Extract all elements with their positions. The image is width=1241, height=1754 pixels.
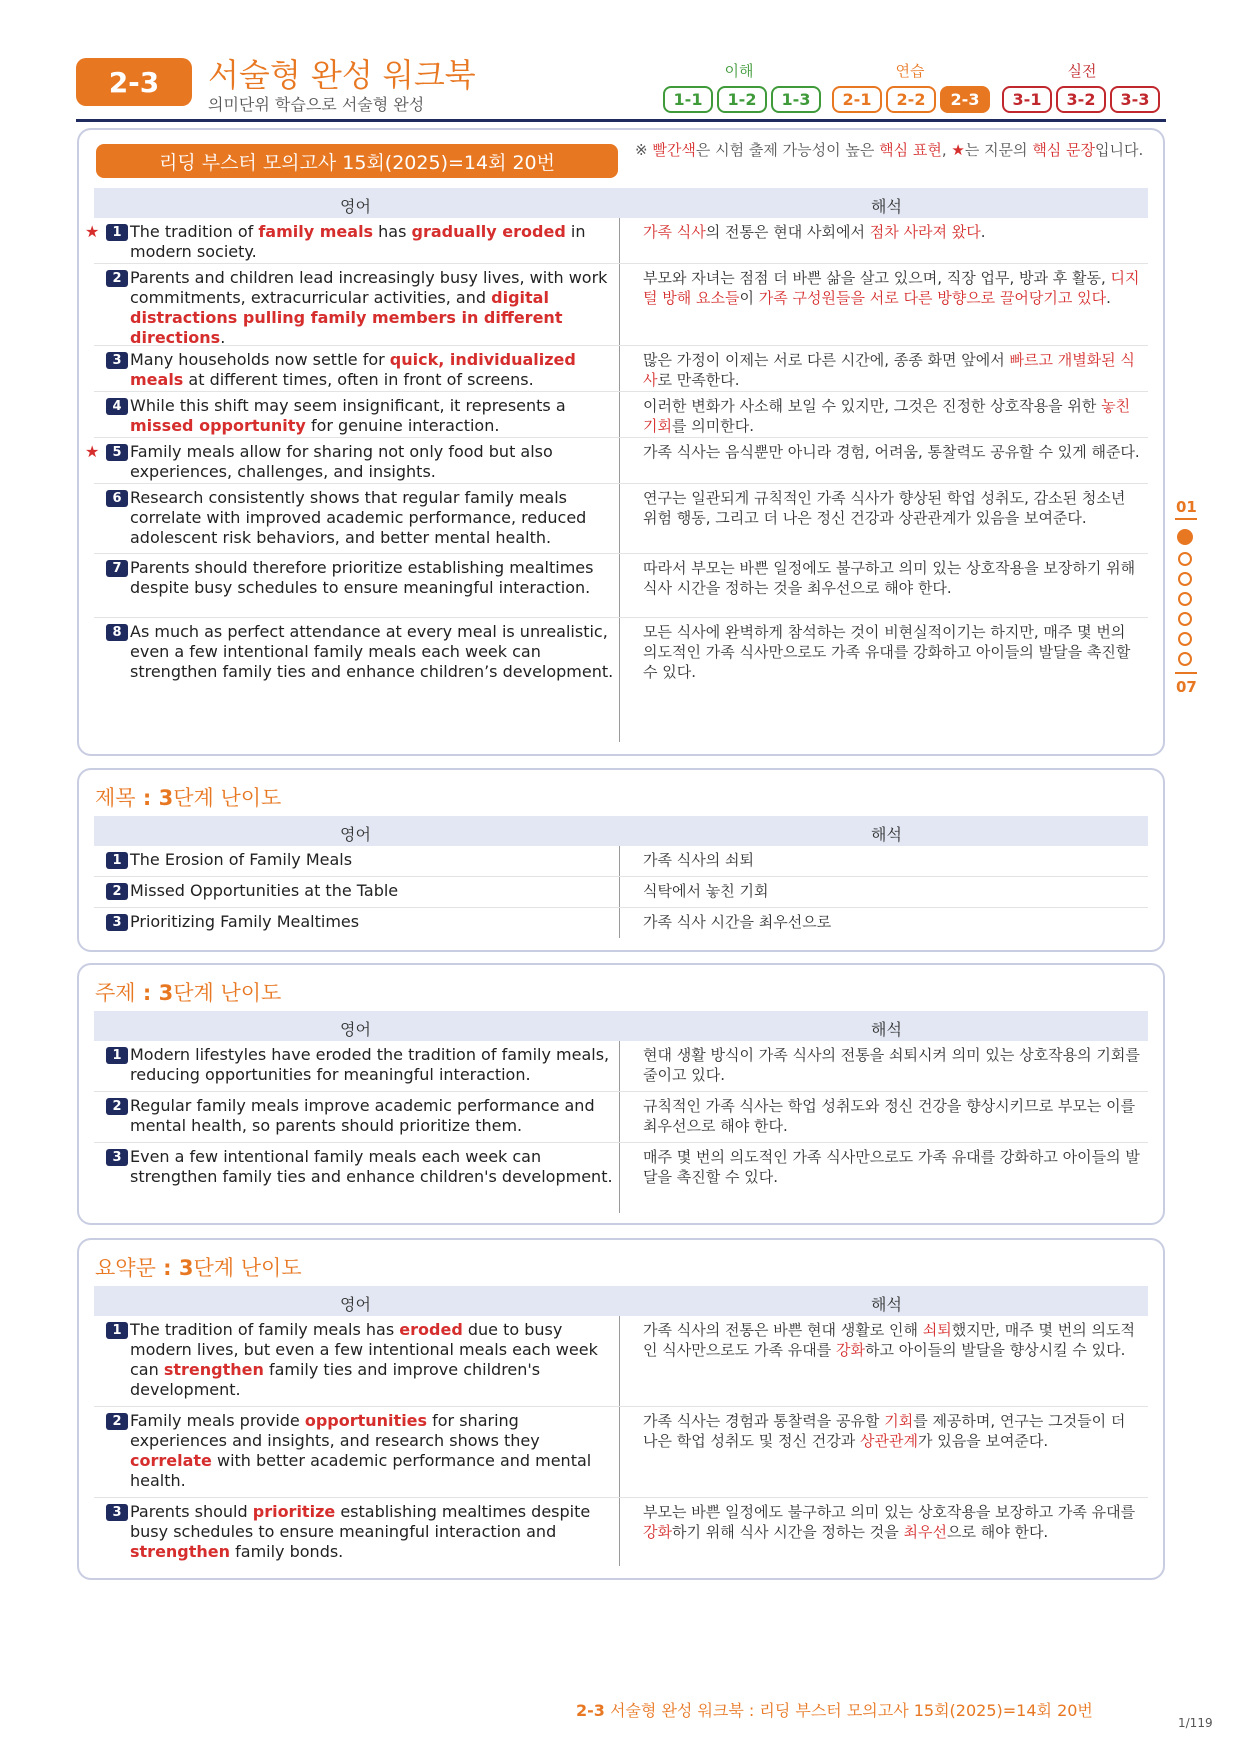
english-text: 2 Missed Opportunities at the Table (94, 877, 619, 901)
table-row (85, 218, 1148, 264)
table-header (94, 816, 1148, 846)
sentence-number: 3 (106, 1149, 128, 1166)
column-header-english: 영어 (340, 825, 371, 844)
table-header (94, 188, 1148, 218)
english-text: 3 Parents should prioritize establishing mealtimes despite busy schedules to ensure meaningful interaction and strengthen family bonds. (94, 1498, 619, 1562)
source-bar: 리딩 부스터 모의고사 15회(2025)=14회 20번 (96, 144, 618, 178)
header-divider (76, 119, 1166, 122)
step-tab-2-1[interactable]: 2-1 (832, 86, 882, 113)
sentence-number: 3 (106, 352, 128, 369)
step-tab-3-2[interactable]: 3-2 (1056, 86, 1106, 113)
side-nav-bottom-line (1175, 672, 1197, 674)
side-nav-dot-2[interactable] (1178, 552, 1192, 566)
sentence-number: 7 (106, 560, 128, 577)
english-text: 1 The tradition of family meals has eroded due to busy modern lives, but even a few intentional meals each week can strengthen family ties and improve children's development. (94, 1316, 619, 1400)
page-title: 서술형 완성 워크북 (208, 56, 476, 94)
korean-translation: 이러한 변화가 사소해 보일 수 있지만, 그것은 진정한 상호작용을 위한 놓친 기회를 의미한다. (643, 397, 1131, 435)
korean-translation: 가족 식사의 전통은 바쁜 현대 생활로 인해 쇠퇴했지만, 매주 몇 번의 의도적인 식사만으로도 가족 유대를 강화하고 아이들의 발달을 향상시킬 수 있다. (643, 1321, 1135, 1359)
sentence-number: 8 (106, 624, 128, 641)
side-nav-dot-1[interactable] (1177, 529, 1193, 545)
step-tab-1-3[interactable]: 1-3 (771, 86, 821, 113)
key-sentence-star-icon: ★ (85, 222, 100, 241)
korean-translation: 가족 식사 시간을 최우선으로 (643, 913, 832, 931)
side-nav-start: 01 (1176, 498, 1197, 516)
sentence-number: 2 (106, 1098, 128, 1115)
table-row (94, 1407, 1148, 1498)
english-text: ★ 5 Family meals allow for sharing not only food but also experiences, challenges, and insights. (85, 442, 553, 481)
table-header (94, 1011, 1148, 1041)
korean-translation: 규칙적인 가족 식사는 학업 성취도와 정신 건강을 향상시키므로 부모는 이를 최우선으로 해야 한다. (643, 1097, 1136, 1135)
korean-translation: 가족 식사는 음식뿐만 아니라 경험, 어려움, 통찰력도 공유할 수 있게 해준다. (643, 443, 1140, 461)
table-row (85, 438, 1148, 484)
korean-translation: 매주 몇 번의 의도적인 가족 식사만으로도 가족 유대를 강화하고 아이들의 발달을 촉진할 수 있다. (643, 1148, 1140, 1186)
sentence-number: 1 (106, 852, 128, 869)
sentence-number: 2 (106, 1413, 128, 1430)
page-subtitle: 의미단위 학습으로 서술형 완성 (208, 95, 425, 114)
table-row (94, 1498, 1148, 1566)
sentence-number: 2 (106, 270, 128, 287)
side-nav-dot-5[interactable] (1178, 612, 1192, 626)
sentence-number: 3 (106, 914, 128, 931)
table-row (94, 554, 1148, 618)
key-sentence-star-icon: ★ (85, 442, 100, 461)
table-row (94, 484, 1148, 554)
english-text: 2 Parents and children lead increasingly busy lives, with work commitments, extracurricular activities, and digital distractions pulling family members in different directions. (94, 264, 619, 348)
english-text: 4 While this shift may seem insignificant, it represents a missed opportunity for genuine interaction. (94, 392, 619, 436)
korean-translation: 부모와 자녀는 점점 더 바쁜 삶을 살고 있으며, 직장 업무, 방과 후 활동, 디지털 방해 요소들이 가족 구성원들을 서로 다른 방향으로 끌어당기고 있다. (643, 269, 1140, 307)
english-text: 1 Modern lifestyles have eroded the tradition of family meals, reducing opportunities for meaningful interaction. (94, 1041, 619, 1085)
english-text: ★ 1 The tradition of family meals has gradually eroded in modern society. (85, 222, 586, 261)
group-label-understand: 이해 (724, 62, 754, 80)
column-header-korean: 해석 (871, 825, 902, 844)
korean-translation: 식탁에서 놓친 기회 (643, 882, 769, 900)
korean-translation: 현대 생활 방식이 가족 식사의 전통을 쇠퇴시켜 의미 있는 상호작용의 기회를 줄이고 있다. (643, 1046, 1140, 1084)
column-header-english: 영어 (340, 197, 371, 216)
english-text: 2 Family meals provide opportunities for sharing experiences and insights, and research shows they correlate with better academic performance and mental health. (94, 1407, 619, 1491)
side-nav-end: 07 (1176, 678, 1197, 696)
column-header-english: 영어 (340, 1020, 371, 1039)
section-title-summary: 요약문 : 3단계 난이도 (95, 1256, 302, 1280)
sentence-number: 4 (106, 398, 128, 415)
english-text: 1 The Erosion of Family Meals (94, 846, 619, 870)
korean-translation: 모든 식사에 완벽하게 참석하는 것이 비현실적이기는 하지만, 매주 몇 번의 의도적인 가족 식사만으로도 가족 유대를 강화하고 아이들의 발달을 촉진할 수 있다. (643, 623, 1131, 681)
step-tab-1-1[interactable]: 1-1 (663, 86, 713, 113)
table-row (94, 877, 1148, 908)
side-nav-dot-6[interactable] (1178, 632, 1192, 646)
table-header (94, 1286, 1148, 1316)
korean-translation: 따라서 부모는 바쁜 일정에도 불구하고 의미 있는 상호작용을 보장하기 위해 식사 시간을 정하는 것을 최우선으로 해야 한다. (643, 559, 1136, 597)
table-row (94, 1316, 1148, 1407)
korean-translation: 가족 식사는 경험과 통찰력을 공유할 기회를 제공하며, 연구는 그것들이 더 나은 학업 성취도 및 정신 건강과 상관관계가 있음을 보여준다. (643, 1412, 1126, 1450)
lesson-badge: 2-3 (76, 58, 192, 106)
section-title-theme: 주제 : 3단계 난이도 (95, 981, 282, 1005)
korean-translation: 연구는 일관되게 규칙적인 가족 식사가 향상된 학업 성취도, 감소된 청소년 위험 행동, 그리고 더 나은 정신 건강과 상관관계가 있음을 보여준다. (643, 489, 1126, 527)
side-nav-dot-4[interactable] (1178, 592, 1192, 606)
sentence-number: 1 (106, 224, 128, 241)
table-row (94, 908, 1148, 938)
english-text: 8 As much as perfect attendance at every meal is unrealistic, even a few intentional family meals each week can strengthen family ties and enhance children’s development. (94, 618, 619, 682)
sentence-number: 5 (106, 444, 128, 461)
korean-translation: 가족 식사의 쇠퇴 (643, 851, 754, 869)
column-header-korean: 해석 (871, 1020, 902, 1039)
section-title-title: 제목 : 3단계 난이도 (95, 786, 282, 810)
sentence-number: 1 (106, 1322, 128, 1339)
english-text: 3 Even a few intentional family meals each week can strengthen family ties and enhance children's development. (94, 1143, 619, 1187)
side-nav-top-line (1175, 518, 1197, 520)
step-tab-2-2[interactable]: 2-2 (886, 86, 936, 113)
english-text: 3 Many households now settle for quick, individualized meals at different times, often in front of screens. (94, 346, 619, 390)
column-header-korean: 해석 (871, 197, 902, 216)
footer-source: 2-3 서술형 완성 워크북 : 리딩 부스터 모의고사 15회(2025)=14회 20번 (576, 1701, 1093, 1720)
korean-translation: 많은 가정이 이제는 서로 다른 시간에, 종종 화면 앞에서 빠르고 개별화된 식사로 만족한다. (643, 351, 1135, 389)
sentence-number: 1 (106, 1047, 128, 1064)
table-row (94, 1143, 1148, 1213)
english-text: 2 Regular family meals improve academic performance and mental health, so parents should prioritize them. (94, 1092, 619, 1136)
title-panel (77, 768, 1165, 952)
step-tab-1-2[interactable]: 1-2 (717, 86, 767, 113)
summary-panel (77, 1238, 1165, 1580)
group-label-practice: 연습 (895, 62, 925, 80)
step-tab-2-3[interactable]: 2-3 (940, 86, 990, 113)
korean-translation: 가족 식사의 전통은 현대 사회에서 점차 사라져 왔다. (643, 223, 986, 241)
table-row (94, 346, 1148, 392)
table-row (94, 618, 1148, 700)
sentence-number: 6 (106, 490, 128, 507)
page-number: 1/119 (1178, 1716, 1213, 1730)
theme-panel (77, 963, 1165, 1225)
table-row (94, 1092, 1148, 1143)
side-nav-dot-3[interactable] (1178, 572, 1192, 586)
english-text: 3 Prioritizing Family Mealtimes (94, 908, 619, 932)
legend-note: ※ 빨간색은 시험 출제 가능성이 높은 핵심 표현, ★는 지문의 핵심 문장입니다. (635, 141, 1144, 159)
step-tab-3-3[interactable]: 3-3 (1110, 86, 1160, 113)
group-label-real: 실전 (1067, 62, 1097, 80)
english-text: 6 Research consistently shows that regular family meals correlate with improved academic performance, reduced adolescent risk behaviors, and better mental health. (94, 484, 619, 548)
side-nav-dot-7[interactable] (1178, 652, 1192, 666)
column-header-korean: 해석 (871, 1295, 902, 1314)
passage-panel (77, 128, 1165, 756)
table-row (94, 264, 1148, 346)
table-row (94, 1041, 1148, 1092)
sentence-number: 3 (106, 1504, 128, 1521)
table-row (94, 392, 1148, 438)
sentence-number: 2 (106, 883, 128, 900)
korean-translation: 부모는 바쁜 일정에도 불구하고 의미 있는 상호작용을 보장하고 가족 유대를 강화하기 위해 식사 시간을 정하는 것을 최우선으로 해야 한다. (643, 1503, 1136, 1541)
step-tab-3-1[interactable]: 3-1 (1002, 86, 1052, 113)
table-row (94, 846, 1148, 877)
english-text: 7 Parents should therefore prioritize establishing mealtimes despite busy schedules to ensure meaningful interaction. (94, 554, 619, 598)
column-header-english: 영어 (340, 1295, 371, 1314)
